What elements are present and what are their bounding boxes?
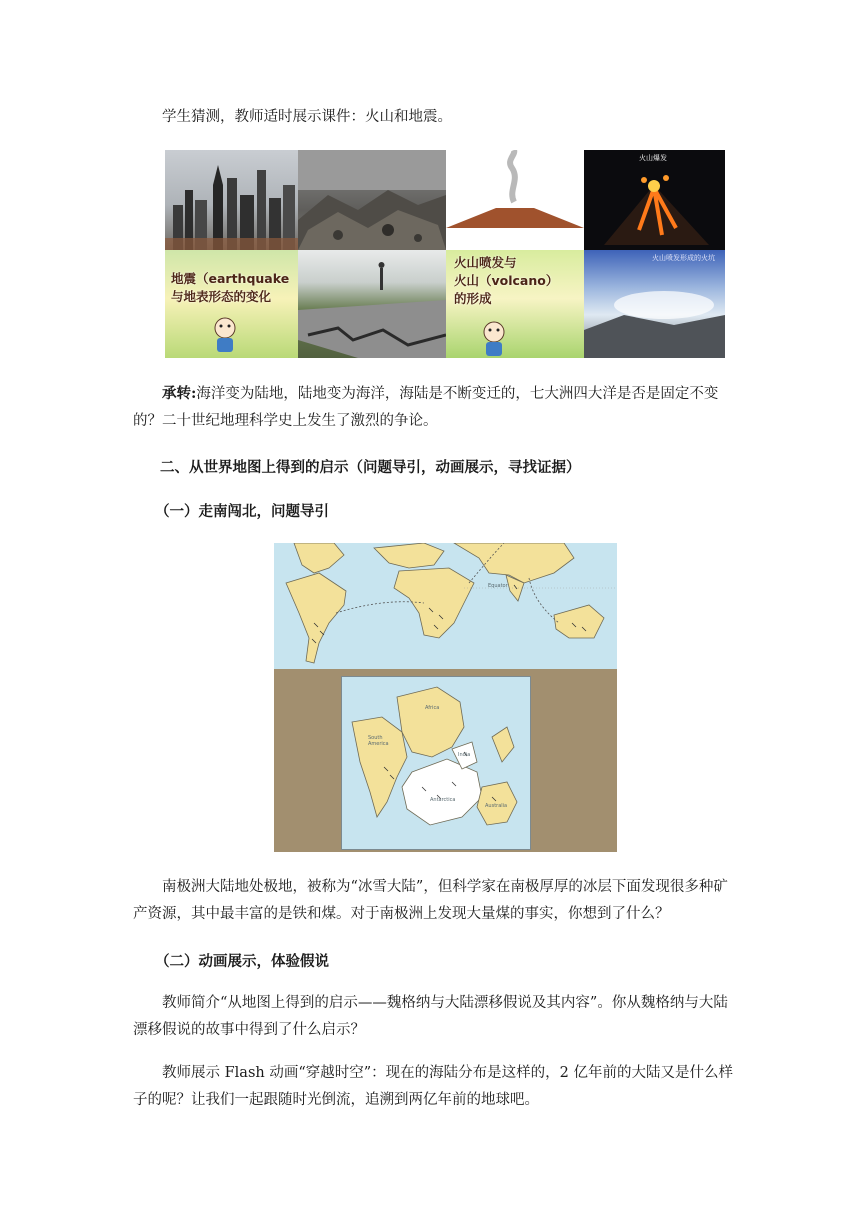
wegener-paragraph: 教师简介“从地图上得到的启示——魏格纳与大陆漂移假说及其内容”。你从魏格纳与大陆漂移假说的故事中得到了什么启示？ xyxy=(133,995,728,1038)
volcano-diagram xyxy=(446,150,584,250)
intro-paragraph: 学生猜测，教师适时展示课件：火山和地震。 xyxy=(162,109,452,125)
equator-label: Equator xyxy=(488,583,508,589)
section-heading-2: 二、从世界地图上得到的启示（问题导引，动画展示，寻找证据） xyxy=(160,460,581,476)
rubble-photo xyxy=(298,150,446,250)
south-america-label: South America xyxy=(368,735,389,747)
transition-paragraph: 承转:海洋变为陆地，陆地变为海洋，海陆是不断变迁的，七大洲四大洋是否是固定不变的？二十世纪地理科学史上发生了激烈的争论。 xyxy=(133,385,719,429)
australia-label: Australia xyxy=(485,803,508,809)
pangaea-map-panel xyxy=(341,676,531,850)
volcano-eruption-photo: 火山爆发 xyxy=(584,150,725,250)
lava-lake-photo: 火山喷发形成的火坑 xyxy=(584,250,725,358)
cracked-road-photo xyxy=(298,250,446,358)
africa-label: Africa xyxy=(425,705,440,711)
continental-drift-map xyxy=(274,543,617,852)
world-map-panel xyxy=(274,543,617,669)
subsection-heading-1: （一）走南闯北，问题导引 xyxy=(155,504,329,520)
india-label: India xyxy=(458,752,471,758)
subsection-heading-2: （二）动画展示，体验假说 xyxy=(155,954,329,970)
antarctica-paragraph: 南极洲大陆地处极地，被称为“冰雪大陆”，但科学家在南极厚厚的冰层下面发现很多种矿产资源，其中最丰富的是铁和煤。对于南极洲上发现大量煤的事实，你想到了什么？ xyxy=(133,879,728,922)
city-earthquake-photo xyxy=(165,150,298,250)
volcano-title-card: 火山喷发与 火山（volcano） 的形成 xyxy=(446,250,584,358)
earthquake-volcano-collage xyxy=(165,150,725,358)
flash-animation-paragraph: 教师展示 Flash 动画“穿越时空”：现在的海陆分布是这样的，2 亿年前的大陆又是什么样子的呢？让我们一起跟随时光倒流，追溯到两亿年前的地球吧。 xyxy=(133,1065,733,1108)
earthquake-title-card: 地震（earthquake 与地表形态的变化 xyxy=(165,250,298,358)
antarctica-label: Antarctica xyxy=(430,797,456,803)
